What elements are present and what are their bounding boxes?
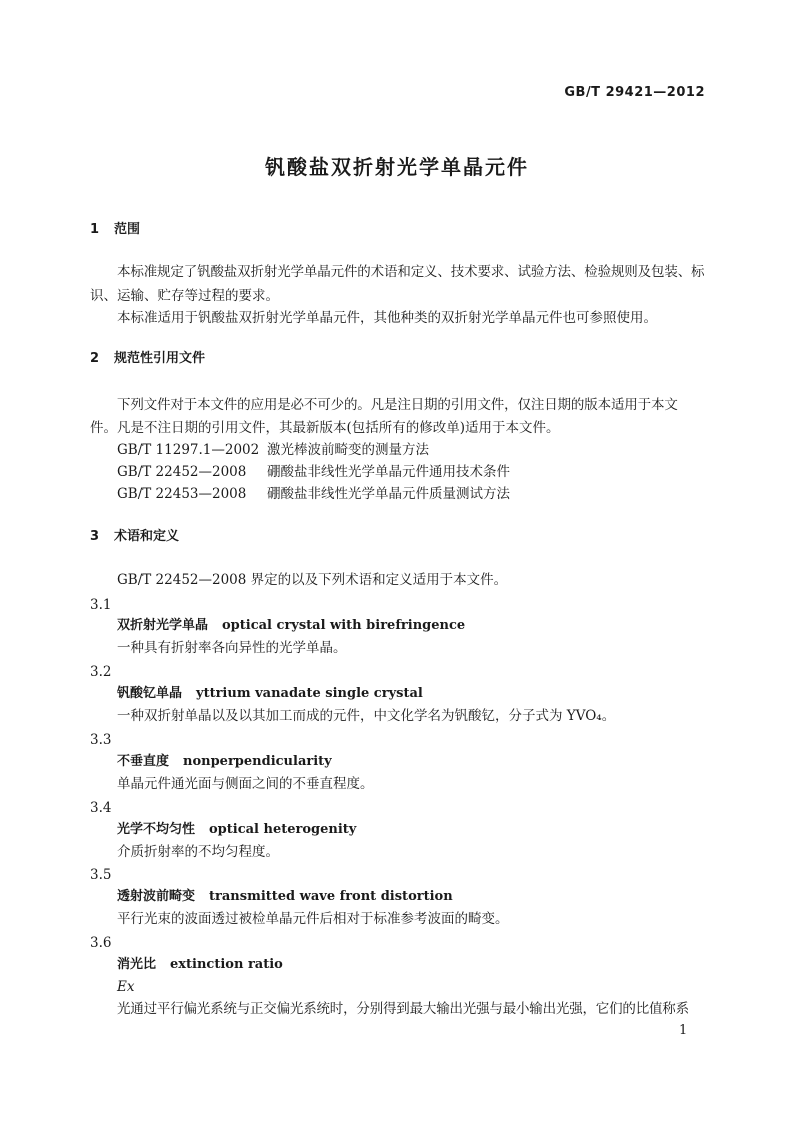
- term-definition: 一种双折射单晶以及以其加工而成的元件，中文化学名为钒酸钇，分子式为 YVO₄。: [117, 708, 616, 724]
- term-zh: 透射波前畸变: [117, 889, 196, 904]
- term-en: optical crystal with birefringence: [222, 618, 466, 633]
- document-title: 钒酸盐双折射光学单晶元件: [265, 155, 529, 179]
- section-heading-scope: [90, 220, 140, 240]
- section-heading-terms-definitions: [90, 527, 179, 547]
- term-entry: [117, 955, 283, 975]
- reference-code: GB/T 11297.1—2002: [117, 442, 260, 458]
- term-zh: 双折射光学单晶: [117, 618, 209, 633]
- term-entry: [117, 752, 332, 772]
- term-zh: 钒酸钇单晶: [117, 686, 183, 701]
- term-entry: [117, 887, 453, 907]
- reference-code: GB/T 22452—2008: [117, 464, 247, 480]
- paragraph-line: 下列文件对于本文件的应用是必不可少的。凡是注日期的引用文件，仅注日期的版本适用于本文: [117, 397, 678, 413]
- reference-title: 硼酸盐非线性光学单晶元件通用技术条件: [267, 464, 510, 480]
- section-title: 范围: [114, 222, 141, 237]
- reference-code: GB/T 22453—2008: [117, 486, 247, 502]
- section-number: 3: [90, 529, 100, 544]
- term-definition: 光通过平行偏光系统与正交偏光系统时，分别得到最大输出光强与最小输出光强，它们的比值称系: [117, 1001, 689, 1017]
- term-en: optical heterogenity: [209, 822, 357, 837]
- term-entry: [117, 820, 356, 840]
- term-en: extinction ratio: [170, 957, 283, 972]
- term-definition: 单晶元件通光面与侧面之间的不垂直程度。: [117, 776, 374, 792]
- paragraph-line: 识、运输、贮存等过程的要求。: [90, 288, 279, 304]
- section-heading-normative-references: [90, 349, 205, 369]
- term-number: 3.5: [90, 867, 112, 883]
- reference-item: [117, 484, 510, 504]
- term-definition: 介质折射率的不均匀程度。: [117, 844, 279, 860]
- term-entry: [117, 616, 465, 636]
- term-number: 3.4: [90, 800, 112, 816]
- term-en: transmitted wave front distortion: [209, 889, 453, 904]
- term-symbol: Ex: [117, 979, 135, 995]
- term-number: 3.1: [90, 597, 112, 613]
- term-zh: 光学不均匀性: [117, 822, 196, 837]
- paragraph-line: 本标准适用于钒酸盐双折射光学单晶元件，其他种类的双折射光学单晶元件也可参照使用。: [117, 310, 657, 326]
- term-number: 3.3: [90, 732, 112, 748]
- section-title: 规范性引用文件: [114, 351, 206, 366]
- reference-item: [117, 462, 510, 482]
- term-number: 3.6: [90, 935, 112, 951]
- reference-title: 硼酸盐非线性光学单晶元件质量测试方法: [267, 486, 510, 502]
- reference-title: 激光棒波前畸变的测量方法: [267, 442, 429, 458]
- section-number: 1: [90, 222, 100, 237]
- term-number: 3.2: [90, 664, 112, 680]
- paragraph-line: GB/T 22452—2008 界定的以及下列术语和定义适用于本文件。: [117, 572, 508, 588]
- section-number: 2: [90, 351, 100, 366]
- paragraph-line: 本标准规定了钒酸盐双折射光学单晶元件的术语和定义、技术要求、试验方法、检验规则及包装、标: [117, 264, 705, 280]
- term-en: yttrium vanadate single crystal: [196, 686, 423, 701]
- term-definition: 平行光束的波面透过被检单晶元件后相对于标准参考波面的畸变。: [117, 911, 509, 927]
- term-en: nonperpendicularity: [183, 754, 332, 769]
- reference-item: [117, 440, 429, 460]
- section-title: 术语和定义: [114, 529, 180, 544]
- paragraph-line: 件。凡是不注日期的引用文件，其最新版本(包括所有的修改单)适用于本文件。: [90, 420, 560, 436]
- term-zh: 不垂直度: [117, 754, 170, 769]
- term-zh: 消光比: [117, 957, 157, 972]
- page-number: 1: [679, 1023, 688, 1038]
- term-definition: 一种具有折射率各向异性的光学单晶。: [117, 640, 347, 656]
- term-entry: [117, 684, 423, 704]
- standard-number: GB/T 29421—2012: [564, 85, 705, 100]
